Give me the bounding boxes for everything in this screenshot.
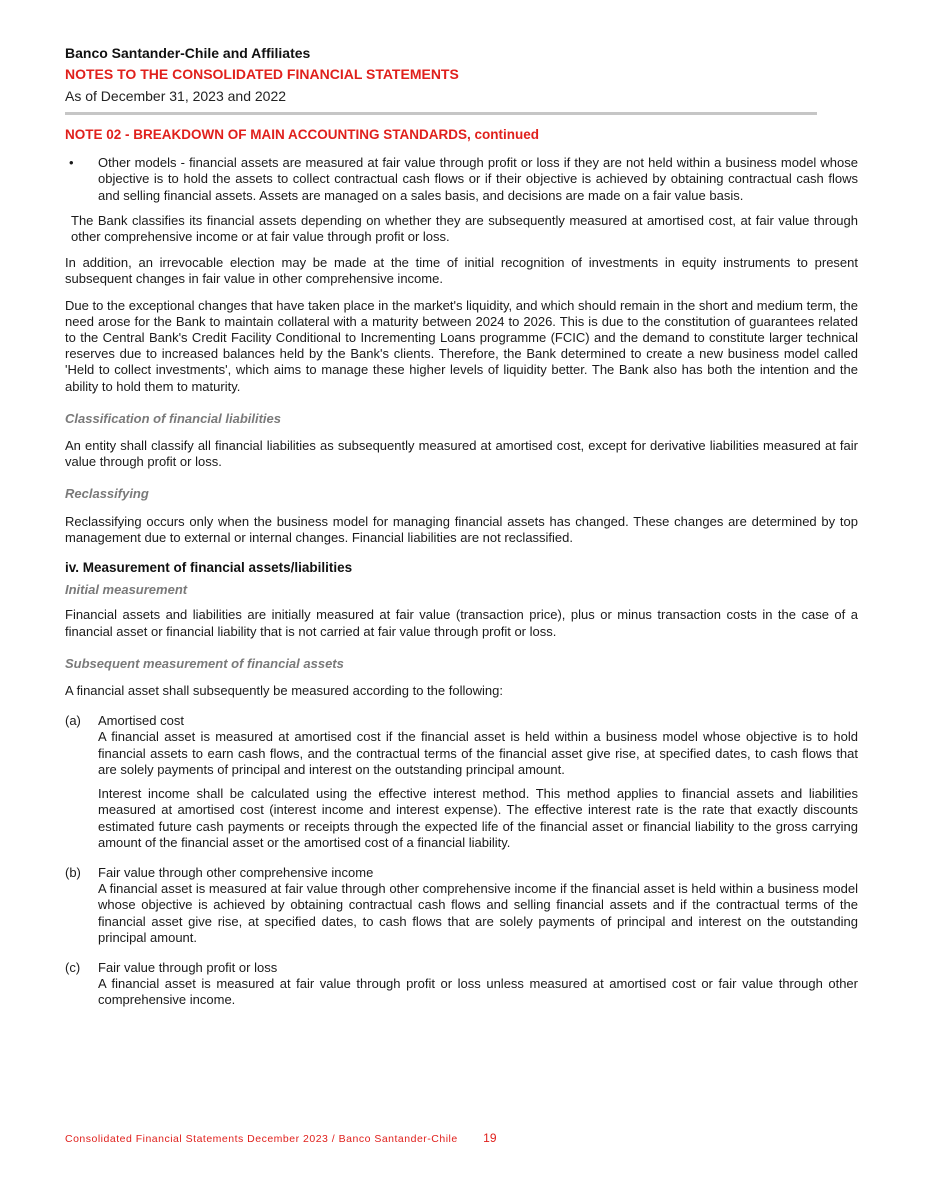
reclassifying-heading: Reclassifying — [65, 486, 149, 502]
list-item-text: A financial asset is measured at fair value through profit or loss unless measured at amortised cost or fair value through other comprehensive income. — [98, 976, 858, 1008]
list-item-title: Fair value through profit or loss — [98, 959, 278, 975]
page-number: 19 — [483, 1131, 497, 1145]
list-item-label: (c) — [65, 959, 81, 975]
page-footer — [65, 1131, 497, 1145]
page-header — [65, 43, 817, 115]
subsequent-measurement-heading: Subsequent measurement of financial assets — [65, 655, 344, 671]
paragraph-irrevocable: In addition, an irrevocable election may be made at the time of initial recognition of investments in equity instruments to present subsequent changes in fair value in other comprehensive income. — [65, 255, 858, 287]
company-name: Banco Santander-Chile and Affiliates — [65, 45, 311, 61]
initial-measurement-text: Financial assets and liabilities are initially measured at fair value (transaction price), plus or minus transaction costs in the case of a financial asset or financial liability that is not carried at fair value through profit or loss. — [65, 607, 858, 639]
list-item-text: A financial asset is measured at fair value through other comprehensive income if the financial asset is held within a business model whose objective is achieved by obtaining contractual cash flows and selling financial assets and if the contractual terms of the financial asset give rise, at specified dates, to cash flows that are solely payments of principal and interest on the outstanding principal amount. — [98, 881, 858, 945]
list-item-title: Fair value through other comprehensive income — [98, 864, 374, 880]
paragraph-classifies: The Bank classifies its financial assets depending on whether they are subsequently measured at amortised cost, at fair value through other comprehensive income or at fair value through profit or loss. — [71, 212, 858, 245]
list-item-amortised-cost — [65, 713, 858, 859]
page-content — [65, 127, 858, 1017]
bullet-text: Other models - financial assets are measured at fair value through profit or loss if they are not held within a business model whose objective is to hold the assets to collect contractual cash flows or if their objective is achieved by obtaining contractual cash flows and selling financial assets. Assets are managed on a sales basis, and decisions are made on a fair value basis. — [98, 155, 858, 203]
bullet-item — [65, 155, 858, 204]
list-item-label: (a) — [65, 713, 81, 729]
footer-text: Consolidated Financial Statements December 2023 / Banco Santander-Chile — [65, 1133, 458, 1145]
list-item-fvtpl — [65, 960, 858, 1017]
list-item-title: Amortised cost — [98, 713, 184, 729]
header-divider — [65, 112, 817, 115]
reclassifying-text: Reclassifying occurs only when the business model for managing financial assets has changed. These changes are determined by top management due to external or internal changes. Financial liabilities are not reclassified. — [65, 513, 858, 545]
classification-liabilities-text: An entity shall classify all financial liabilities as subsequently measured at amortised cost, except for derivative liabilities measured at fair value through profit or loss. — [65, 438, 858, 470]
measurement-section-title: iv. Measurement of financial assets/liabilities — [65, 560, 353, 576]
bullet-icon: • — [69, 155, 74, 171]
list-item-label: (b) — [65, 864, 81, 880]
paragraph-exceptional: Due to the exceptional changes that have taken place in the market's liquidity, and which should remain in the short and medium term, the need arose for the Bank to maintain collateral with a maturity between 2024 to 2026. This is due to the constitution of guarantees related to the Central Bank's Credit Facility Conditional to Incrementing Loans programme (FCIC) and the demand to constitute larger technical reserves due to increased balances held by the Bank's clients. Therefore, the Bank determined to create a new business model called 'Held to collect investments', which aims to manage these higher levels of liquidity better. The Bank also has both the intention and the ability to hold them to maturity. — [65, 297, 858, 394]
list-item-text: Interest income shall be calculated using the effective interest method. This method applies to financial assets and liabilities measured at amortised cost (interest income and interest expense). The effective interest rate is the rate that exactly discounts estimated future cash payments or receipts through the expected life of the financial asset or financial liability to the gross carrying amount of the financial asset or the amortised cost of a financial liability. — [98, 786, 858, 850]
list-item-text: A financial asset is measured at amortised cost if the financial asset is held within a business model whose objective is to hold financial assets to earn cash flows, and the contractual terms of the financial asset give rise, at specified dates, to cash flows that are solely payments of principal and interest on the outstanding principal amount. — [98, 729, 858, 777]
note-title: NOTE 02 - BREAKDOWN OF MAIN ACCOUNTING STANDARDS, continued — [65, 127, 539, 142]
statement-date: As of December 31, 2023 and 2022 — [65, 88, 287, 104]
initial-measurement-heading: Initial measurement — [65, 582, 188, 598]
notes-title: NOTES TO THE CONSOLIDATED FINANCIAL STATEMENTS — [65, 66, 459, 82]
subsequent-measurement-intro: A financial asset shall subsequently be measured according to the following: — [65, 683, 503, 699]
classification-liabilities-heading: Classification of financial liabilities — [65, 410, 281, 426]
list-item-fvoci — [65, 865, 858, 954]
